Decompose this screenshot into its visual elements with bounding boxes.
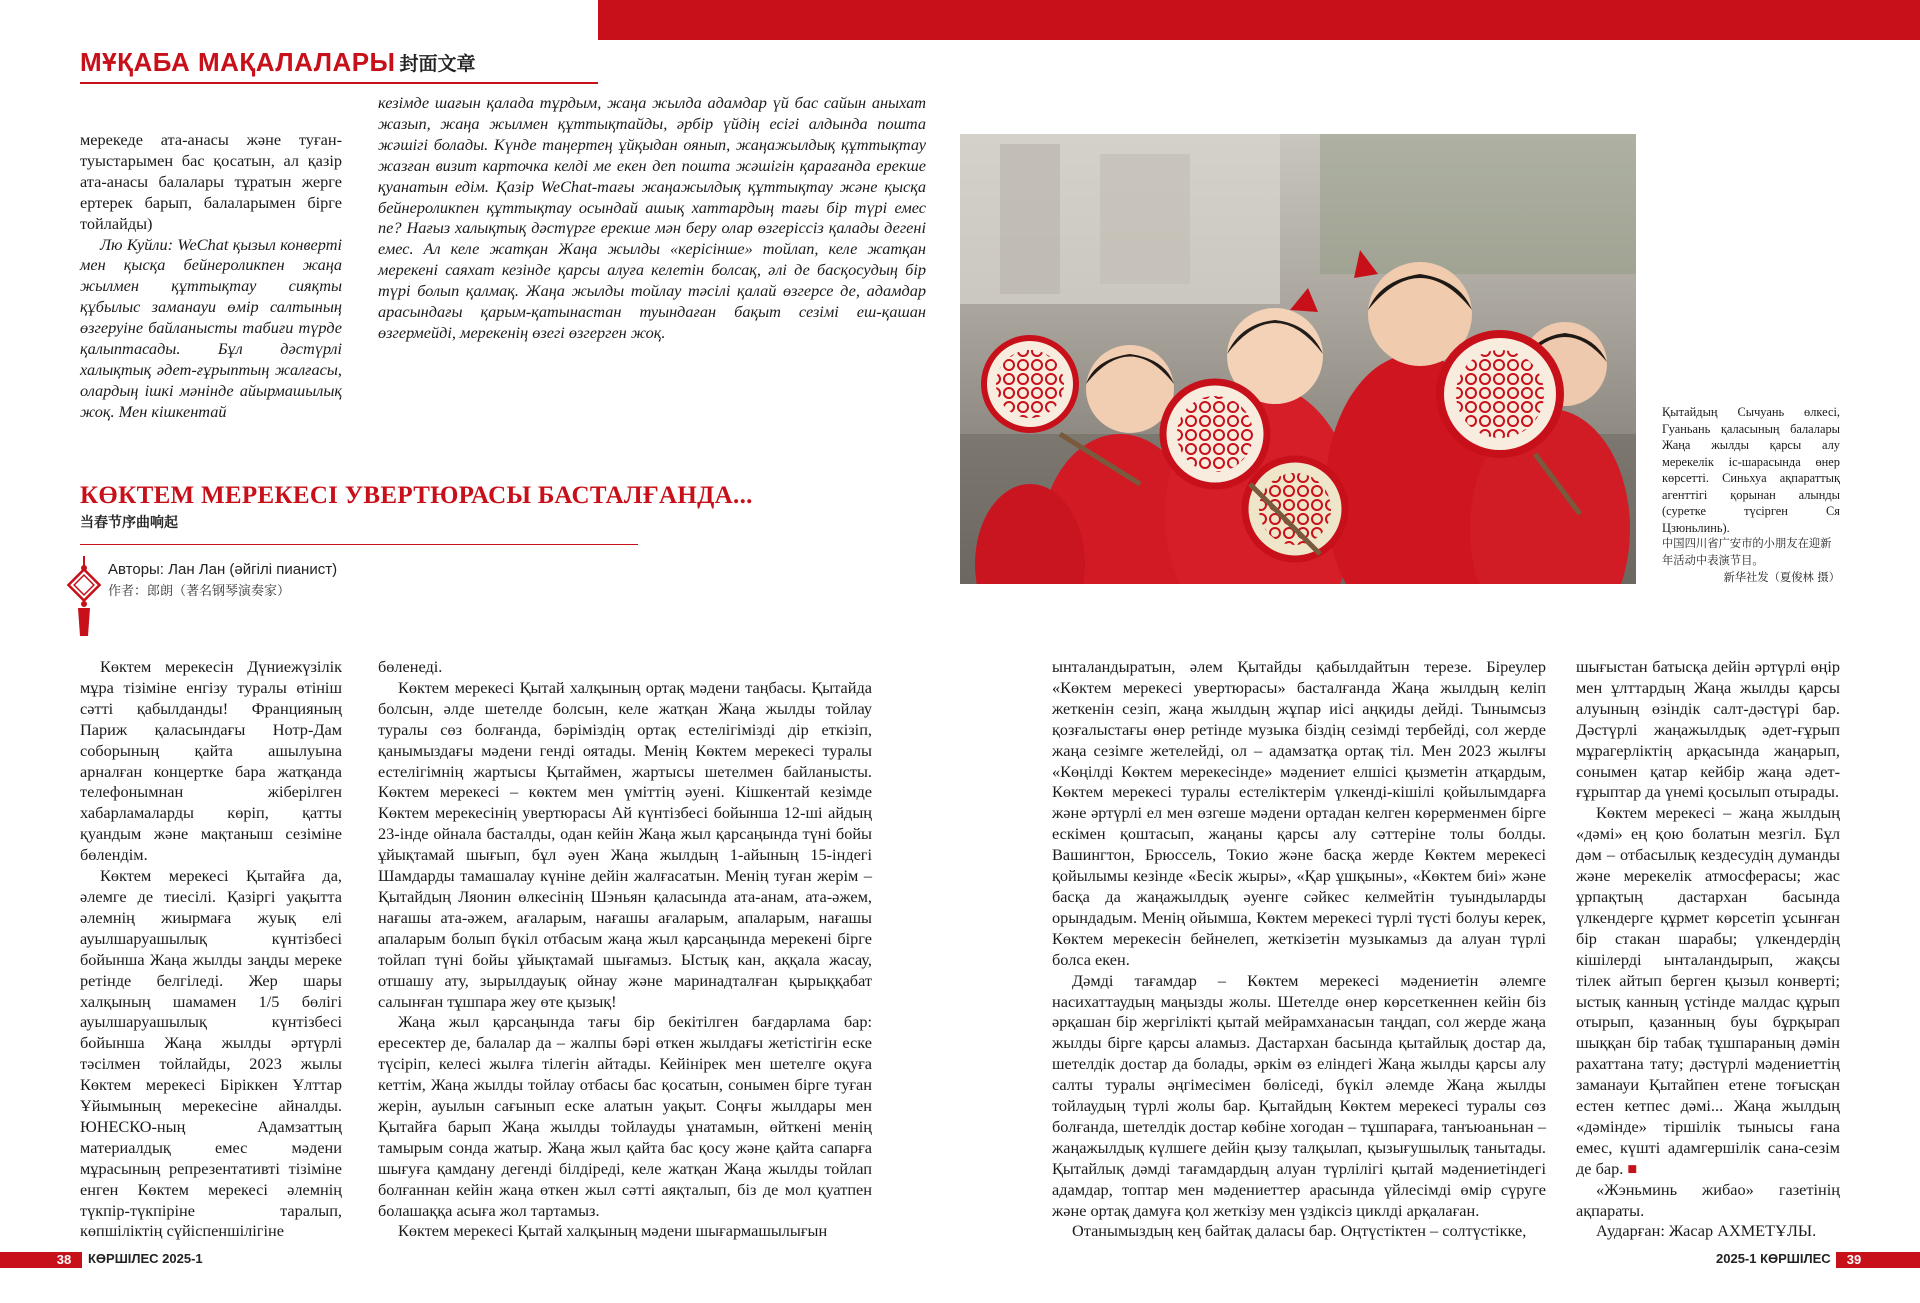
footer-label-left: КӨРШІЛЕС 2025-1 [88, 1251, 203, 1266]
paragraph-text: Көктем мерекесі Қытай халқының мәдени шығармашылығын [398, 1221, 828, 1241]
paragraph [1052, 1221, 1546, 1242]
page-number-right: 39 [1836, 1252, 1872, 1268]
paragraph-text: Көктем мерекесі Қытай халқының ортақ мәдени таңбасы. Қытайда болсын, әлде шетелде болсын, келе жатқан Жаңа жылды тойлау туралы сөз болғанда, бәріміздің ортақ естелігімізді дір еткізіп, қанымыздағы мәдени генді оятады. Менің Көктем мерекесі туралы естелігімнің жартысы Қытаймен, жартысы шетелмен байланысты. Көктем мерекесі – көктем мен үміттің әуені. Кішкентай кезімде Көктем мерекесінің увертюрасы Ай күнтізбесі бойынша 12-ші айдың 23-інде ойнала басталды, одан кейін Жаңа жыл қарсаңында түні бойы ұйықтамай шығып, бұл әуен Жаңа жылдың 1-айының 15-індегі Шамдарды тамашалау күніне дейін жалғасатын. Менің туған жерім – Қытайдың Ляонин өлкесінің Шэньян қаласында ата-анам, ата-әжем, нағашы ата-әжем, ағаларым, нағашы ағаларым, апаларым, нағашы апаларым болып бүкіл отбасым жаңа жыл қарсаңында мерекені бірге тойлап түні бойы ұйықтамай шығамыз. Ыстық кан, аққала жасау, отшашу ату, зырылдауық ойнау және маринадталған қырыққабат салынған тұшпара жеу өте қызық! [378, 677, 872, 1011]
title-rule [80, 544, 638, 545]
children-performance-photo [960, 134, 1636, 584]
paragraph [1576, 1221, 1840, 1242]
paragraph [1052, 657, 1546, 971]
paragraph-text: «Жэньминь жибао» газетінің ақпараты. [1576, 1179, 1840, 1220]
paragraph-text: шығыстан батысқа дейін әртүрлі өңір мен ұлттардың Жаңа жылды қарсы алуының өзіндік салт-дәстүрі бар. Дәстүрлі жаңажылдық әдет-ғұрып мұрагерліктің арқасында жаңарып, сонымен қатар кейбір жаңа әдет-ғұрыптар да үнемі қосылып отырады. [1576, 657, 1840, 802]
paragraph-text: Отанымыздың кең байтақ даласы бар. Оңтүстіктен – солтүстікке, [1072, 1221, 1527, 1241]
author-cn: 作者：郎朗（著名钢琴演奏家） [108, 584, 291, 599]
paragraph [1052, 971, 1546, 1222]
footer-bar-right [1872, 1252, 1920, 1268]
paragraph-text: Дәмді тағамдар – Көктем мерекесі мәдениетін әлемге насихаттаудың маңызды жолы. Шетелде өнер көрсеткеннен кейін біз әрқашан бір жергілікті қытай мейрамханасын таңдап, сол жерде жаңа жылды бірге қарсы аламыз. Дастархан басында қытайлық достар да, шетелдік достар да болады, әркім өз еліндегі Жаңа жылды қарсы алу салты туралы әңгімесімен бөліседі, бүкіл әлемде Жаңа жылды тойлаудың түрлі жолы бар. Қытайдың Көктем мерекесі туралы сөз болғанда, шетелдік достар көбіне хогодан – тұшпараға, танъюаньнан – жаңажылдық күлшеге дейін қызу талқылап, қызығушылық танытады. Қытайлық дәмді тағамдардың алуан түрлілігі қытай мәдениетіндегі адамдар, топтар мен мәдениеттер арасында үйлесімді өмір сүруге және ортақ дамуға қол жеткізу мен үздіксіз циклді арқалаған. [1052, 970, 1546, 1220]
header-red-bar [598, 0, 1920, 40]
paragraph [378, 657, 872, 678]
paragraph [1576, 803, 1840, 1179]
body-column-4 [1576, 657, 1840, 1242]
section-title-kk: МҰҚАБА МАҚАЛАЛАРЫ [80, 47, 396, 77]
end-mark-icon: ■ [1627, 1158, 1638, 1178]
header-rule [80, 82, 598, 84]
author-kk: Авторы: Лан Лан (әйгілі пианист) [108, 561, 338, 578]
paragraph [378, 678, 872, 1013]
page-number-left: 38 [46, 1252, 82, 1268]
paragraph [1576, 1180, 1840, 1222]
paragraph: Көктем мерекесі Қытайға да, әлемге де тиесілі. Қазіргі уақытта әлемнің жиырмаға жуық елі ауылшаруашылық күнтізбесі бойынша Жаңа жылды заңды мереке ретінде белгіледі. Жер шары халқының шамамен 1/5 бөлігі ауылшаруашылық күнтізбесі бойынша Жаңа жылды әртүрлі тәсілмен тойлайды, 2023 жылы Көктем мерекесі Біріккен Ұлттар Ұйымының мерекесіне айналды. ЮНЕСКО-ның Адамзаттың материалдық емес мәдени мұрасының репрезентативті тізіміне енген Көктем мерекесі әлемнің түкпір-түкпіріне таралып, көпшіліктің сүйіспеншілігіне [80, 866, 342, 1241]
paragraph-text: ынталандыратын, әлем Қытайды қабылдайтын терезе. Біреулер «Көктем мерекесі увертюрасы» басталғанда Жаңа жылдың келіп жеткенін сезіп, жаңа жылдың жұпар иісі аңқиды дейді. Тынымсыз қозғалыстағы өнер ретінде музыка біздің сезімді тербейді, сол жерде жаңа сезімге жетелейді, ол – адамзатқа ортақ тіл. Мен 2023 жылғы «Көңілді Көктем мерекесінде» мәдениет елшісі қызметін атқардым, Көктем мерекесі туралы естеліктерім үлкенді-кішілі қойылымдарға және әртүрлі ел мен өзгеше мәдени ортадан келген көрерменмен бірге ескімен қоштасып, жаңаны қарсы алу сәттеріне толы болды. Вашингтон, Брюссель, Токио және басқа жерде Көктем мерекесі қойылымы кезінде «Бесік жыры», «Қар ұшқыны», «Көктем биі» және басқа да жаңажылдық әуенге сәйкес келмейтін туындыларды орындадым. Менің ойымша, Көктем мерекесі түрлі түсті болуы керек, Көктем мерекесін бейнелеп, жеткізетін музыкамыз да алуан түрлі болса екен. [1052, 657, 1546, 969]
paragraph-text: Көктем мерекесі – жаңа жылдың «дәмі» ең қою болатын мезгіл. Бұл дәм – отбасылық кездесудің думанды және мерекелік атмосферасы; жас ұрпақтың дастархан басында үлкендерге құрмет көрсетіп ұсынған бір стакан шарабы; үлкендердің кішілерді ынталандырып, жақсы тілек айтып берген қызыл конверті; ыстық канның үстінде малдас құрып отырып, қазанның буы бұрқырап шыққан бір табақ тұшпараның дәмін рахаттана тату; дәстүрлі мәдениеттің заманауи Қытайпен етене тоғысқан естен кетпес дәмі... Жаңа жылдың «дәмінде» тіршілік тынысы ғана емес, күшті адамгершілік сана-сезім де бар. [1576, 803, 1840, 1178]
intro-paragraph: кезімде шағын қалада тұрдым, жаңа жылда адамдар үй бас сайын аныхат жазып, жаңа жылмен құттықтайды, әрбір үйдің есігі алдында пошта жәшігі болады. Күнде таңертең ұйқыдан оянып, жаңажылдық құттықтау жазған визит карточка келді ме екен деп пошта жәшігін қарағанда ерекше қуанатын едім. Қазір WeChat-тағы жаңажылдық құттықтау және қысқа бейнероликпен құттықтау осындай ашық хаттардың тағы бір түрі емес пе? Нағыз халықтық дәстүрге ерекше мән беру олар өзгеріссіз қалады дегені емес. Ал келе жатқан Жаңа жылды «керісінше» тойлап, келе жатқан мерекені саяхат кезінде қарсы алуға келетін болсақ, әлі де басқосудың бір түрі болып қалмақ. Жаңа жылды тойлау тәсілі қалай өзгерсе де, адамдар арасындағы қарым-қатынастан туындаған бақыт сезімі еш-қашан өзгермейді, мерекенің өзегі өзгерген жоқ. [378, 93, 926, 342]
paragraph-text: бөленеді. [378, 657, 443, 676]
paragraph-text: Жаңа жыл қарсаңында тағы бір бекітілген бағдарлама бар: ересектер де, балалар да – жалпы бәрі өткен жылдағы жетістігін еске түсіріп, келесі жылға тілегін айтады. Кейінірек мен шетелге оқуға кеттім, Жаңа жылды тойлау отбасы бас қосатын, сонымен бірге туған жерін, ауылын сағынып еске алатын уақыт. Соңғы жылдары мен Қытайға барып Жаңа жылды тойлауды ұнатамын, өйткені менің тамырым сонда жатыр. Жаңа жыл қайта бас қосу және қайта сапарға шығуға қамдану дегенді білдіреді, келе жатқан Жаңа жылды тойлап болғаннан кейін жаңа өткен жыл сәтті аяқталып, біз де мол қуатпен болашаққа асыға жол тартамыз. [378, 1012, 872, 1220]
paragraph: Лю Куйли: WeChat қызыл конверті мен қысқа бейнероликпен жаңа жылмен құттықтау сияқты құбылыс заманауи өмір салтының өзгеруіне байланысты табиғи түрде қалыптасады. Бұл дәстүрлі халықтық әдет-ғұрыптың жалғасы, олардың ішкі мәнінде айырмашылық жоқ. Мен кішкентай [80, 234, 342, 421]
paragraph: Көктем мерекесін Дүниежүзілік мұра тізіміне енгізу туралы өтініш сәтті қабылданды! Францияның Париж қаласындағы Нотр-Дам соборының қайта ашылуына арналған концертке бара жатқанда телефонымнан жіберілген хабарламаларды көріп, қатты қуандым және мақтаныш сезіміне бөлендім. [80, 657, 342, 865]
paragraph-text: Аударған: Жасар АХМЕТҰЛЫ. [1596, 1221, 1817, 1241]
paragraph: мерекеде ата-анасы және туған-туыстарымен бас қосатын, ал қазір ата-анасы балалары тұратын жерге ертерек барып, балаларымен бірге тойлайды) [80, 130, 342, 233]
section-header [80, 44, 476, 78]
body-column-2 [378, 657, 872, 1242]
intro-column-2 [378, 93, 926, 344]
photo-caption-kk: Қытайдың Сычуань өлкесі, Гуаньань қаласының балалары Жаңа жылды қарсы алу мерекелік іс-шарасында өнер көрсетті. Синьхуа ақпараттық агенттігі қорынан алынды (суретке түсірген Ся Цзюньлинь). [1662, 405, 1840, 535]
chinese-knot-icon [64, 556, 104, 640]
article-title-cn: 当春节序曲响起 [80, 515, 178, 531]
article-title-kk: КӨКТЕМ МЕРЕКЕСІ УВЕРТЮРАСЫ БАСТАЛҒАНДА... [80, 482, 753, 509]
paragraph [378, 1221, 872, 1242]
footer-label-right: 2025-1 КӨРШІЛЕС [1716, 1251, 1831, 1266]
photo-caption-cn [1662, 535, 1840, 586]
caption-cn-credit: 新华社发（夏俊林 摄） [1723, 571, 1840, 584]
caption-cn-text: 中国四川省广安市的小朋友在迎新年活动中表演节目。 [1662, 537, 1832, 567]
body-column-1 [80, 657, 342, 1242]
paragraph [1576, 657, 1840, 803]
intro-column-1 [80, 130, 342, 423]
section-title-cn: 封面文章 [399, 53, 476, 75]
paragraph [378, 1012, 872, 1221]
footer-bar-left [0, 1252, 46, 1268]
body-column-3 [1052, 657, 1546, 1242]
